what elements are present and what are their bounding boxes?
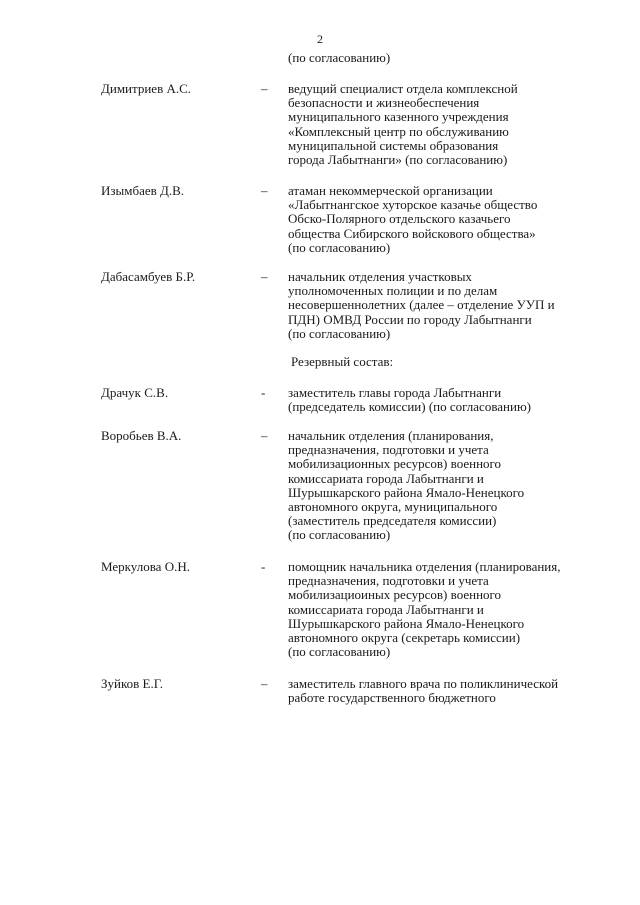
continuation-note: (по согласованию) [288, 50, 391, 65]
desc-line: ведущий специалист отдела комплексной [288, 81, 518, 96]
desc-line: начальник отделения (планирования, [288, 428, 494, 443]
member-name: Зуйков Е.Г. [101, 676, 164, 691]
desc-line: атаман некоммерческой организации [288, 183, 493, 198]
desc-line: заместитель главы города Лабытнанги [288, 385, 502, 400]
desc-line: начальник отделения участковых [288, 269, 472, 284]
member-dash: – [261, 428, 268, 443]
desc-line: комиссариата города Лабытнанги и [288, 470, 484, 486]
desc-line: (заместитель председателя комиссии) [288, 513, 497, 529]
member-name: Воробьев В.А. [101, 428, 182, 443]
desc-line: ПДН) ОМВД России по городу Лабытнанги [288, 311, 532, 327]
member-name: Драчук С.В. [101, 385, 169, 400]
page-number: 2 [317, 32, 323, 46]
desc-line: (председатель комиссии) (по согласованию) [288, 399, 532, 415]
member-dash: – [261, 269, 268, 284]
member-name: Изымбаев Д.В. [101, 183, 185, 198]
desc-line: комиссариата города Лабытнанги и [288, 601, 484, 617]
desc-line: общества Сибирского войскового общества» [288, 225, 536, 241]
desc-line: безопасности и жизнеобеспечения [288, 95, 480, 111]
desc-line: автономного округа, муниципального [288, 499, 498, 515]
member-name: Дабасамбуев Б.Р. [101, 269, 196, 284]
reserve-section-title: Резервный состав: [291, 354, 394, 369]
desc-line: автономного округа (секретарь комиссии) [288, 630, 521, 646]
member-dash: – [261, 676, 268, 691]
desc-line: заместитель главного врача по поликлинической [288, 676, 559, 691]
desc-line: «Комплексный центр по обслуживанию [288, 123, 509, 139]
member-dash: – [261, 81, 268, 96]
member-dash: – [261, 183, 268, 198]
member-name: Меркулова О.Н. [101, 559, 190, 574]
desc-line: Шурышкарского района Ямало-Ненецкого [288, 615, 525, 631]
desc-line: (по согласованию) [288, 239, 391, 255]
desc-line: предназначения, подготовки и учета [288, 442, 489, 458]
desc-line: Обско-Полярного отдельского казачьего [288, 211, 511, 227]
member-description [288, 386, 618, 414]
desc-line: уполномоченных полиции и по делам [288, 283, 498, 299]
desc-line: муниципальной системы образования [288, 137, 499, 153]
desc-line: (по согласованию) [288, 325, 391, 341]
desc-line: «Лабытнангское хуторское казачье общество [288, 197, 538, 213]
desc-line: (по согласованию) [288, 644, 391, 660]
desc-line: муниципального казенного учреждения [288, 109, 509, 125]
member-description [288, 429, 618, 543]
member-dash: - [261, 559, 266, 574]
desc-line: помощник начальника отделения (планирования, [288, 559, 561, 574]
desc-line: работе государственного бюджетного [288, 690, 496, 706]
desc-line: Шурышкарского района Ямало-Ненецкого [288, 484, 525, 500]
desc-line: мобилизационных ресурсов) военного [288, 456, 502, 472]
member-description [288, 184, 618, 255]
desc-line: предназначения, подготовки и учета [288, 573, 489, 589]
desc-line: (по согласованию) [288, 527, 391, 543]
member-name: Димитриев А.С. [101, 81, 192, 96]
desc-line: несовершеннолетних (далее – отделение УУП и [288, 297, 555, 313]
desc-line: мобилизациоиных ресурсов) военного [288, 587, 502, 603]
member-dash: - [261, 385, 266, 400]
desc-line: города Лабытнанги» (по согласованию) [288, 152, 508, 168]
member-description [288, 560, 618, 659]
member-description [288, 270, 618, 341]
member-description [288, 677, 618, 705]
member-description [288, 82, 618, 167]
